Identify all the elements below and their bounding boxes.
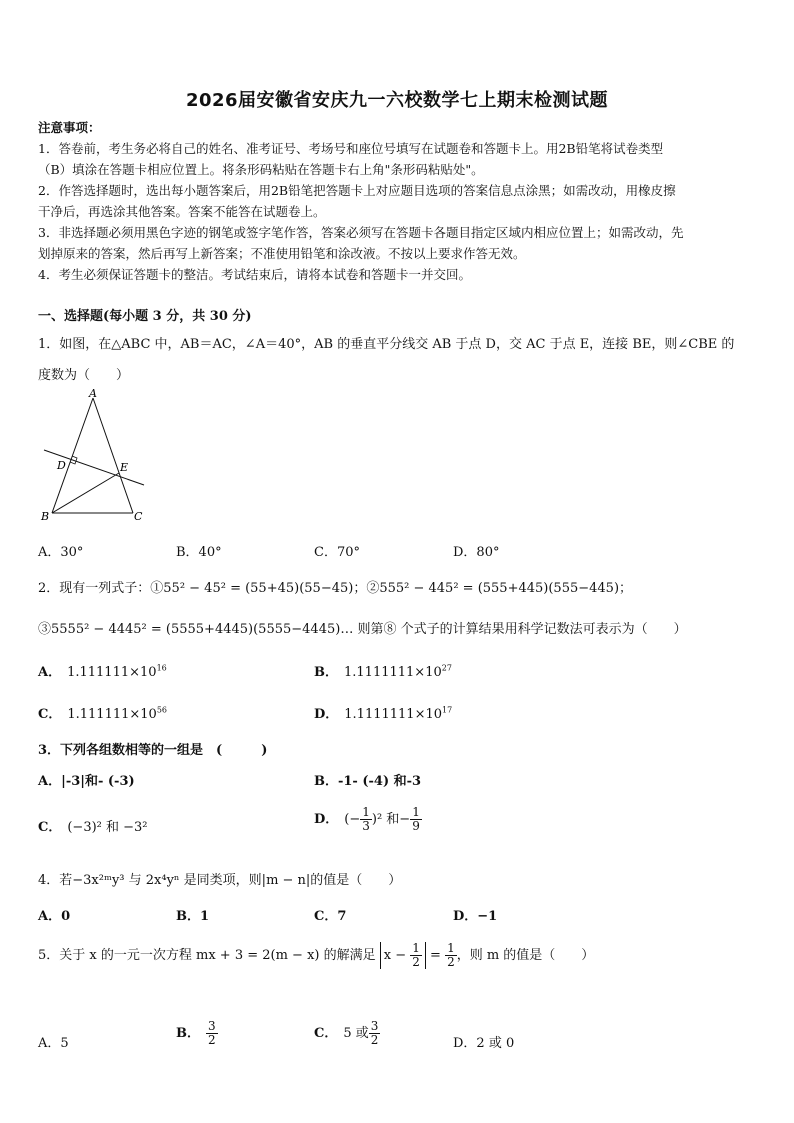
q5-b-frac [206, 1020, 218, 1047]
q4-option-c: C．7 [314, 909, 347, 924]
q1-option-b: B．40° [176, 545, 222, 560]
q5-c-frac-den: 2 [370, 1033, 379, 1047]
q5-stem-post: ，则 m 的值是（ ） [456, 948, 595, 963]
q5-b-frac-num: 3 [208, 1019, 216, 1033]
q4-option-d: D．−1 [453, 909, 498, 924]
q1-stem-line1: 1．如图，在△ABC 中，AB＝AC，∠A＝40°，AB 的垂直平分线交 AB 于点 D，交 AC 于点 E，连接 BE，则∠CBE 的 [38, 337, 735, 352]
q2-option-b [314, 661, 452, 680]
q5-frac2-num: 1 [447, 941, 455, 955]
q3-c-label: C． [38, 820, 62, 835]
q5-option-d: D．2 或 0 [453, 1036, 515, 1051]
q1-option-d: D．80° [453, 545, 500, 560]
segment-be [52, 473, 119, 513]
q2-c-label: C． [38, 707, 62, 722]
q3-d-mid: )² 和− [371, 812, 411, 827]
q5-frac1 [410, 942, 422, 969]
q3-option-b: B．-1- (-4) 和-3 [314, 774, 422, 789]
label-e: E [120, 461, 129, 474]
label-c: C [134, 510, 143, 523]
q3-d-frac2-den: 9 [412, 819, 420, 833]
q5-c-frac-num: 3 [370, 1019, 379, 1033]
notice-line-4: 干净后，再选涂其他答案。答案不能答在试题卷上。 [38, 204, 326, 219]
q1-option-c: C．70° [314, 545, 360, 560]
label-d: D [57, 459, 66, 472]
q2-b-mantissa: 1.1111111×10 [344, 665, 442, 680]
q3-option-a: A．|-3|和- (-3) [38, 774, 135, 789]
q2-c-exponent: 56 [156, 705, 168, 715]
q5-b-frac-den: 2 [208, 1033, 216, 1047]
notice-heading: 注意事项： [38, 120, 101, 135]
notice-line-3: 2．作答选择题时，选出每小题答案后，用2B铅笔把答题卡上对应题目选项的答案信息点涂黑；如需改动，用橡皮擦 [38, 183, 676, 198]
notice-block [38, 117, 758, 285]
q4-option-b: B．1 [176, 909, 210, 924]
q3-stem: 3．下列各组数相等的一组是 ( ) [38, 743, 268, 758]
q2-option-a [38, 661, 167, 680]
q3-option-c [38, 816, 148, 835]
label-b: B [41, 510, 50, 523]
section-heading: 一、选择题(每小题 3 分，共 30 分) [38, 309, 252, 324]
side-ab [52, 398, 93, 513]
q2-option-c [38, 703, 167, 722]
q5-abs-expr [380, 942, 426, 969]
notice-line-2: （B）填涂在答题卡相应位置上。将条形码粘贴在答题卡右上角"条形码粘贴处"。 [38, 162, 484, 177]
q2-d-exponent: 17 [442, 705, 453, 715]
q5-c-label: C． [314, 1026, 338, 1041]
q5-option-a: A．5 [38, 1036, 69, 1051]
q2-stem-line2: ③5555² − 4445² = (5555+4445)(5555−4445)… 则第⑧ 个式子的计算结果用科学记数法可表示为（ ） [38, 622, 687, 637]
q5-option-b [176, 1020, 218, 1047]
q2-d-label: D． [314, 707, 339, 722]
q1-stem-line2: 度数为（ ） [38, 368, 130, 383]
notice-line-7: 4．考生必须保证答题卡的整洁。考试结束后，请将本试卷和答题卡一并交回。 [38, 267, 471, 282]
q2-d-mantissa: 1.1111111×10 [344, 707, 443, 722]
q5-option-c [314, 1020, 380, 1047]
q5-equals: = [430, 948, 441, 963]
q3-c-expr: (−3)² 和 −3² [67, 820, 148, 835]
exam-title: 2026届安徽省安庆九一六校数学七上期末检测试题 [185, 90, 609, 111]
triangle-figure [38, 388, 153, 523]
q2-b-exponent: 27 [441, 663, 452, 673]
q2-stem-line1: 2．现有一列式子：①55² − 45² = (55+45)(55−45)；②555² − 445² = (555+445)(555−445)； [38, 581, 633, 596]
q3-d-label: D． [314, 812, 339, 827]
q5-frac2 [445, 942, 457, 969]
q1-option-a: A．30° [38, 545, 84, 560]
q5-stem [38, 942, 758, 969]
q2-c-mantissa: 1.111111×10 [67, 707, 157, 722]
side-ac [93, 398, 133, 513]
q4-stem: 4．若−3x²ᵐy³ 与 2x⁴yⁿ 是同类项，则|m − n|的值是（ ） [38, 873, 402, 888]
q2-a-exponent: 16 [156, 663, 167, 673]
q5-frac1-num: 1 [412, 941, 420, 955]
notice-line-6: 划掉原来的答案，然后再写上新答案；不准使用铅笔和涂改液。不按以上要求作答无效。 [38, 246, 526, 261]
q5-abs-pre: x − [383, 948, 407, 963]
q3-d-frac1 [360, 806, 372, 833]
label-a: A [89, 388, 97, 400]
q3-d-frac1-num: 1 [362, 805, 370, 819]
q3-option-d [314, 806, 422, 833]
q2-option-d [314, 703, 452, 722]
q5-stem-pre: 5．关于 x 的一元一次方程 mx + 3 = 2(m − x) 的解满足 [38, 948, 376, 963]
q3-d-frac2 [410, 806, 422, 833]
q2-a-label: A． [38, 665, 62, 680]
q5-frac1-den: 2 [412, 955, 420, 969]
q3-d-frac2-num: 1 [412, 805, 420, 819]
q4-option-a: A．0 [38, 909, 71, 924]
q5-b-label: B． [176, 1026, 200, 1041]
q5-c-pre: 5 或 [343, 1026, 369, 1041]
q3-d-pre: (− [344, 812, 361, 827]
q3-d-frac1-den: 3 [362, 819, 370, 833]
notice-line-5: 3．非选择题必须用黑色字迹的钢笔或签字笔作答，答案必须写在答题卡各题目指定区域内相应位置上；如需改动，先 [38, 225, 684, 240]
q5-c-frac [369, 1020, 381, 1047]
q5-frac2-den: 2 [447, 955, 455, 969]
q2-b-label: B． [314, 665, 338, 680]
q2-a-mantissa: 1.111111×10 [67, 665, 157, 680]
notice-line-1: 1．答卷前，考生务必将自己的姓名、准考证号、考场号和座位号填写在试题卷和答题卡上。用2B铅笔将试卷类型 [38, 141, 664, 156]
